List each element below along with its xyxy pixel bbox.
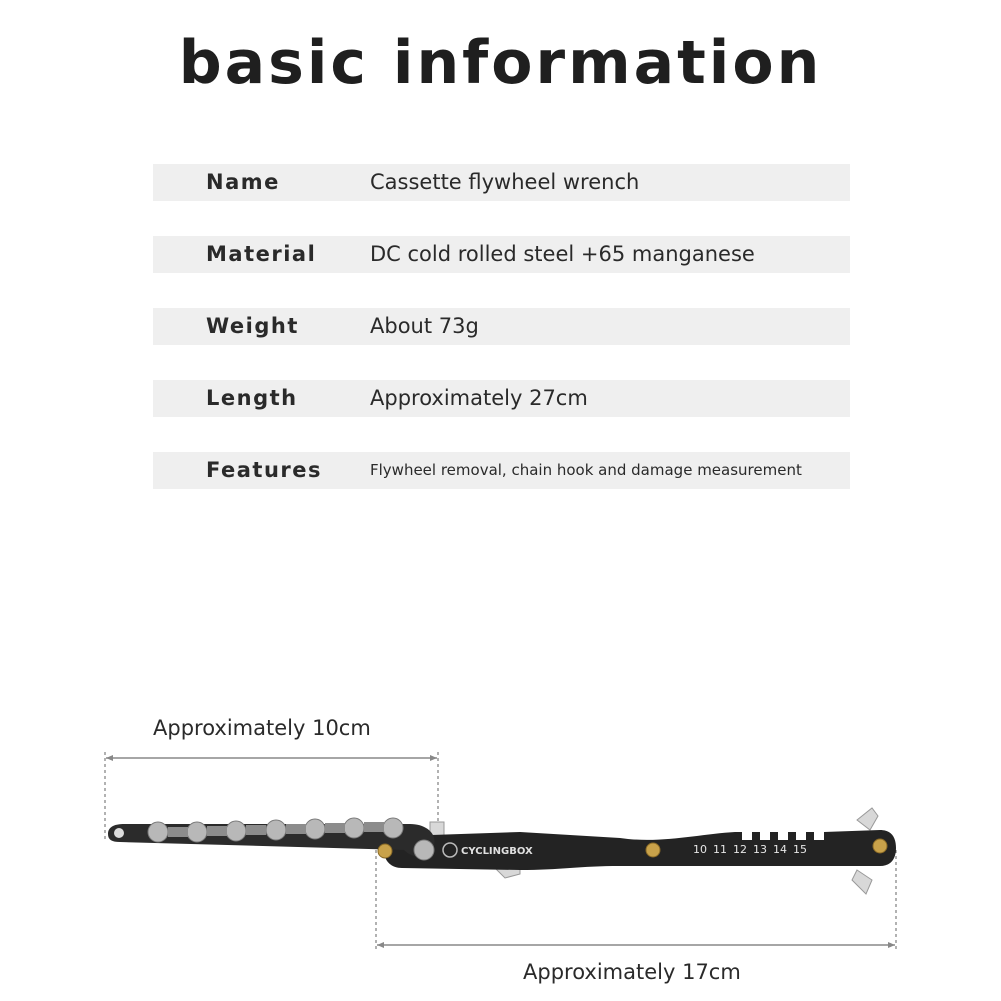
spec-label: Length bbox=[206, 386, 298, 410]
spec-row-features bbox=[153, 452, 850, 489]
spec-row-name bbox=[153, 164, 850, 201]
chain-length-label: Approximately 10cm bbox=[153, 716, 371, 740]
gauge-mark: 15 bbox=[793, 843, 807, 856]
spec-value: Approximately 27cm bbox=[370, 386, 588, 410]
brand-logo: CYCLINGBOX bbox=[461, 846, 533, 857]
spec-label: Name bbox=[206, 170, 280, 194]
spec-row-material bbox=[153, 236, 850, 273]
spec-value: DC cold rolled steel +65 manganese bbox=[370, 242, 755, 266]
gauge-mark: 13 bbox=[753, 843, 767, 856]
spec-label: Weight bbox=[206, 314, 299, 338]
spec-value: Flywheel removal, chain hook and damage measurement bbox=[370, 461, 802, 479]
spec-row-weight bbox=[153, 308, 850, 345]
spec-label: Features bbox=[206, 458, 322, 482]
spec-label: Material bbox=[206, 242, 317, 266]
gauge-mark: 12 bbox=[733, 843, 747, 856]
spec-value: About 73g bbox=[370, 314, 479, 338]
gauge-mark: 10 bbox=[693, 843, 707, 856]
spec-row-length bbox=[153, 380, 850, 417]
spec-value: Cassette flywheel wrench bbox=[370, 170, 640, 194]
gauge-mark: 14 bbox=[773, 843, 787, 856]
wrench-illustration bbox=[0, 680, 1001, 1001]
bar-length-label: Approximately 17cm bbox=[523, 960, 741, 984]
page-title: basic information bbox=[178, 28, 823, 98]
gauge-mark: 11 bbox=[713, 843, 727, 856]
